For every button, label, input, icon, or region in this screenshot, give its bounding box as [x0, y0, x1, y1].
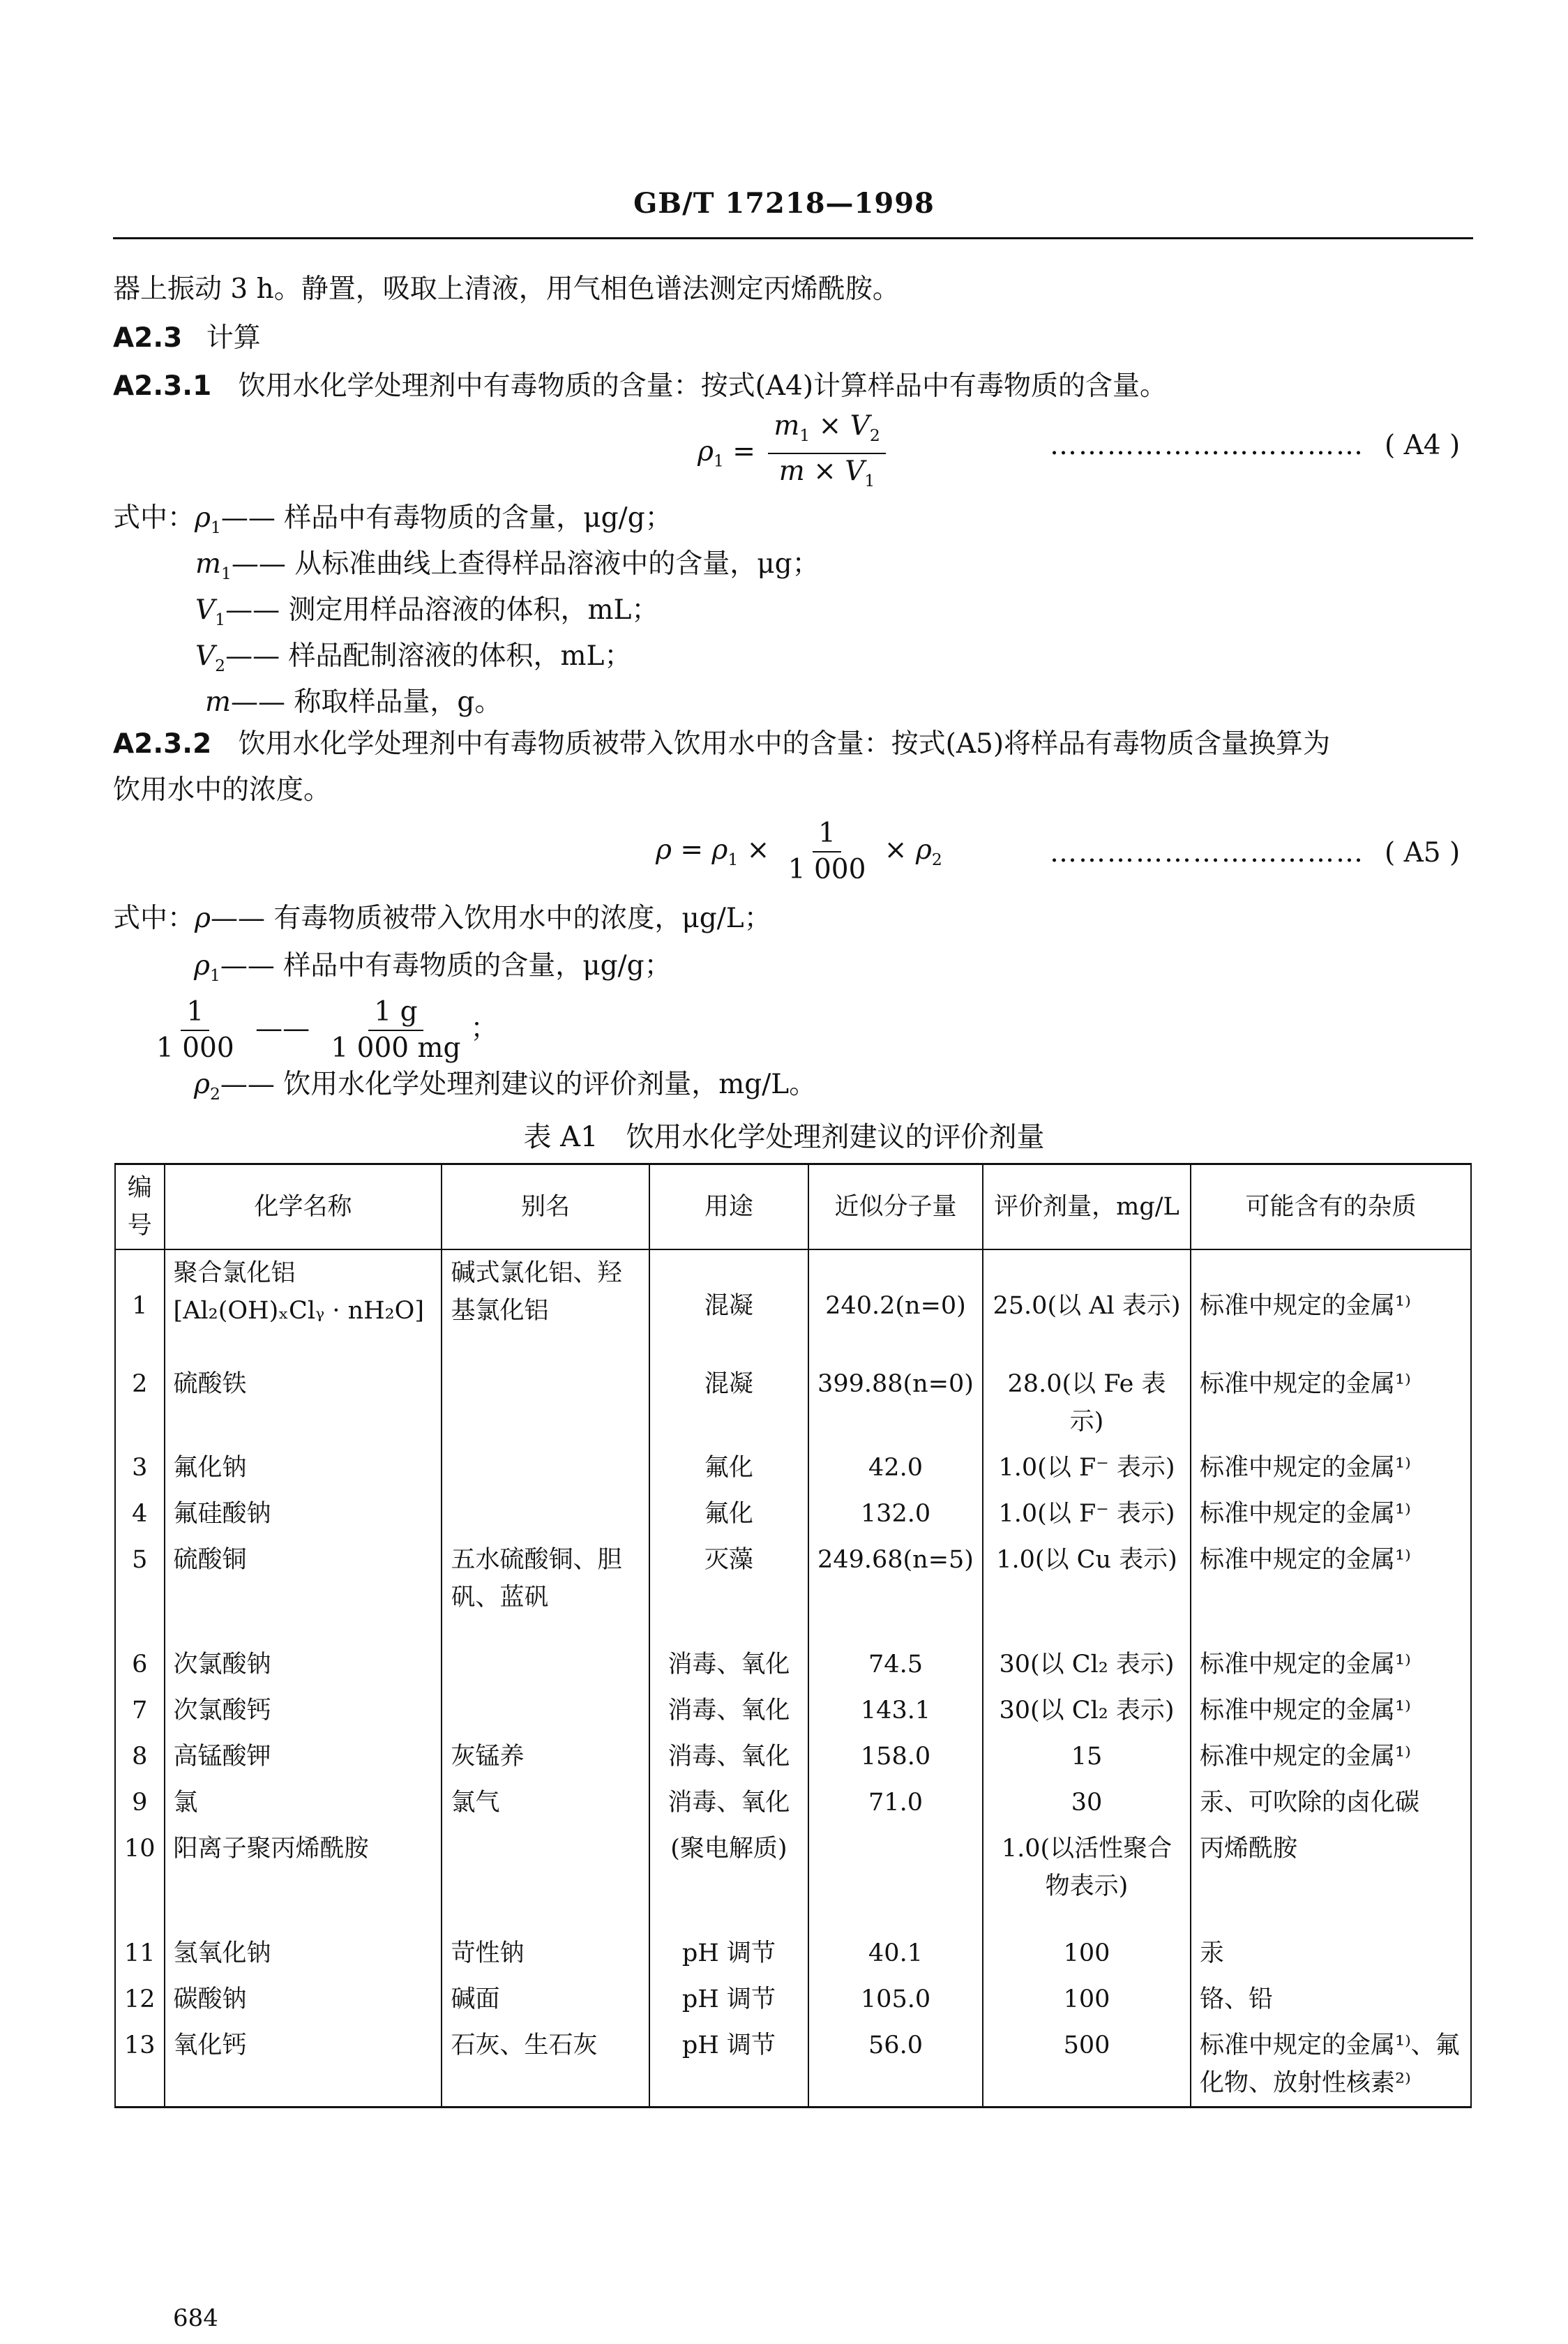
cell-mw: 74.5: [808, 1641, 983, 1688]
cell-no: 3: [115, 1445, 165, 1491]
col-header: 可能含有的杂质: [1191, 1164, 1471, 1250]
table-row: [115, 1826, 1471, 1930]
cell-no: 4: [115, 1491, 165, 1537]
table-row: [115, 2022, 1471, 2108]
cell-dose: 30: [983, 1780, 1191, 1826]
cell-dose: 100: [983, 1976, 1191, 2022]
col-header: 编号: [115, 1164, 165, 1250]
table-row: [115, 1361, 1471, 1445]
cell-impurity: 标准中规定的金属¹⁾: [1191, 1491, 1471, 1537]
table-header-row: [115, 1164, 1471, 1250]
cell-no: 6: [115, 1641, 165, 1688]
cell-alias: 五水硫酸铜、胆矾、蓝矾: [442, 1537, 649, 1641]
paragraph-continuation: 器上振动 3 h。静置，吸取上清液，用气相色谱法测定丙烯酰胺。: [113, 273, 900, 305]
cell-no: 10: [115, 1826, 165, 1930]
col-header: 评价剂量，mg/L: [983, 1164, 1191, 1250]
cell-name: 硫酸铁: [165, 1361, 442, 1445]
cell-impurity: 标准中规定的金属¹⁾: [1191, 1688, 1471, 1734]
cell-impurity: 铬、铅: [1191, 1976, 1471, 2022]
cell-impurity: 标准中规定的金属¹⁾、氟化物、放射性核素²⁾: [1191, 2022, 1471, 2108]
table-row: [115, 1734, 1471, 1780]
table-row: [115, 1930, 1471, 1976]
cell-alias: [442, 1688, 649, 1734]
cell-dose: 28.0(以 Fe 表示): [983, 1361, 1191, 1445]
header-rule: [113, 237, 1473, 239]
cell-use: 灭藻: [649, 1537, 808, 1641]
evaluation-dose-table: [114, 1163, 1472, 2108]
cell-mw: 143.1: [808, 1688, 983, 1734]
cell-use: 氟化: [649, 1491, 808, 1537]
cell-name: 硫酸铜: [165, 1537, 442, 1641]
cell-mw: 71.0: [808, 1780, 983, 1826]
cell-dose: 100: [983, 1930, 1191, 1976]
col-header: 化学名称: [165, 1164, 442, 1250]
cell-name: 氯: [165, 1780, 442, 1826]
section-a2-3: [113, 320, 261, 357]
table-row: [115, 1688, 1471, 1734]
cell-alias: [442, 1491, 649, 1537]
cell-mw: 56.0: [808, 2022, 983, 2108]
table-row: [115, 1780, 1471, 1826]
cell-no: 1: [115, 1249, 165, 1361]
cell-impurity: 标准中规定的金属¹⁾: [1191, 1641, 1471, 1688]
cell-name: 氟硅酸钠: [165, 1491, 442, 1537]
cell-impurity: 标准中规定的金属¹⁾: [1191, 1361, 1471, 1445]
cell-no: 9: [115, 1780, 165, 1826]
cell-dose: 30(以 Cl₂ 表示): [983, 1641, 1191, 1688]
cell-no: 13: [115, 2022, 165, 2108]
cell-mw: 42.0: [808, 1445, 983, 1491]
cell-alias: 氯气: [442, 1780, 649, 1826]
formula-a5: $\rho = \rho_1$ × $\frac{1}{1 000}$ × $\rho_2$: [656, 818, 942, 885]
formula-a5-label: ( A5 ): [1385, 837, 1461, 869]
cell-mw: 158.0: [808, 1734, 983, 1780]
cell-name: 次氯酸钙: [165, 1688, 442, 1734]
var-def: —— 样品中有毒物质的含量，μg/g；: [220, 502, 672, 534]
cell-mw: 40.1: [808, 1930, 983, 1976]
cell-dose: 30(以 Cl₂ 表示): [983, 1688, 1191, 1734]
var-rho1: $\rho_1——$ 样品中有毒物质的含量，μg/g；: [194, 950, 672, 985]
table-row: [115, 1537, 1471, 1641]
where-a4: 式中：$\rho_1——$ 样品中有毒物质的含量，μg/g；: [113, 502, 672, 537]
cell-mw: 249.68(n=5): [808, 1537, 983, 1641]
cell-impurity: 标准中规定的金属¹⁾: [1191, 1537, 1471, 1641]
cell-mw: [808, 1826, 983, 1930]
cell-use: (聚电解质): [649, 1826, 808, 1930]
cell-dose: 1.0(以活性聚合物表示): [983, 1826, 1191, 1930]
section-a2-3-2-continuation: 饮用水中的浓度。: [113, 774, 331, 806]
cell-dose: 500: [983, 2022, 1191, 2108]
cell-name: 聚合氯化铝 [Al₂(OH)ₓClᵧ · nH₂O]: [165, 1249, 442, 1361]
cell-mw: 105.0: [808, 1976, 983, 2022]
cell-use: 混凝: [649, 1249, 808, 1361]
where-a5: 式中：ρ—— 有毒物质被带入饮用水中的浓度，μg/L；: [113, 903, 771, 934]
cell-name: 氢氧化钠: [165, 1930, 442, 1976]
cell-dose: 25.0(以 Al 表示): [983, 1249, 1191, 1361]
formula-a4: $\rho_1$ = $\frac{m_1 \times V_2}{m \times V_1}$: [698, 410, 890, 497]
page-number: 684: [173, 2304, 218, 2332]
cell-use: pH 调节: [649, 1930, 808, 1976]
cell-alias: [442, 1641, 649, 1688]
var-v2: $V_2——$ 样品配制溶液的体积，mL；: [195, 640, 632, 675]
cell-no: 8: [115, 1734, 165, 1780]
col-header: 用途: [649, 1164, 808, 1250]
table-row: [115, 1491, 1471, 1537]
cell-name: 氧化钙: [165, 2022, 442, 2108]
cell-no: 5: [115, 1537, 165, 1641]
cell-dose: 15: [983, 1734, 1191, 1780]
formula-a5-leader: ……………………………: [1050, 837, 1364, 869]
cell-impurity: 标准中规定的金属¹⁾: [1191, 1249, 1471, 1361]
cell-mw: 240.2(n=0): [808, 1249, 983, 1361]
section-number: A2.3.2: [113, 728, 212, 760]
cell-no: 11: [115, 1930, 165, 1976]
cell-impurity: 标准中规定的金属¹⁾: [1191, 1734, 1471, 1780]
cell-no: 7: [115, 1688, 165, 1734]
cell-use: 消毒、氧化: [649, 1734, 808, 1780]
cell-use: 混凝: [649, 1361, 808, 1445]
cell-alias: 碱面: [442, 1976, 649, 2022]
cell-no: 12: [115, 1976, 165, 2022]
cell-use: pH 调节: [649, 2022, 808, 2108]
cell-alias: [442, 1361, 649, 1445]
cell-alias: [442, 1826, 649, 1930]
section-title: 计算: [206, 322, 261, 354]
cell-use: 消毒、氧化: [649, 1780, 808, 1826]
table-row: [115, 1445, 1471, 1491]
cell-use: 消毒、氧化: [649, 1688, 808, 1734]
cell-impurity: 汞: [1191, 1930, 1471, 1976]
cell-dose: 1.0(以 F⁻ 表示): [983, 1445, 1191, 1491]
cell-name: 氟化钠: [165, 1445, 442, 1491]
cell-dose: 1.0(以 F⁻ 表示): [983, 1491, 1191, 1537]
formula-a4-leader: ……………………………: [1050, 430, 1364, 461]
unit-conversion: $\frac{1}{1 000}$ —— $\frac{1 g}{1 000 mg}$ ；: [156, 996, 498, 1064]
var-m1: $m_1——$ 从标准曲线上查得样品溶液中的含量，μg；: [195, 548, 820, 583]
cell-use: 消毒、氧化: [649, 1641, 808, 1688]
table-row: [115, 1641, 1471, 1688]
cell-mw: 399.88(n=0): [808, 1361, 983, 1445]
cell-alias: 碱式氯化铝、羟基氯化铝: [442, 1249, 649, 1361]
cell-alias: 灰锰养: [442, 1734, 649, 1780]
cell-dose: 1.0(以 Cu 表示): [983, 1537, 1191, 1641]
cell-alias: 苛性钠: [442, 1930, 649, 1976]
section-a2-3-1: [113, 368, 1167, 405]
section-text: 饮用水化学处理剂中有毒物质的含量：按式(A4)计算样品中有毒物质的含量。: [238, 370, 1168, 402]
table-row: [115, 1249, 1471, 1361]
col-header: 近似分子量: [808, 1164, 983, 1250]
cell-name: 碳酸钠: [165, 1976, 442, 2022]
table-caption: 表 A1 饮用水化学处理剂建议的评价剂量: [523, 1121, 1045, 1153]
cell-use: pH 调节: [649, 1976, 808, 2022]
cell-mw: 132.0: [808, 1491, 983, 1537]
section-number: A2.3: [113, 322, 183, 354]
var-m: m—— 称取样品量，g。: [205, 686, 502, 718]
var-v1: $V_1——$ 测定用样品溶液的体积，mL；: [195, 594, 659, 629]
cell-no: 2: [115, 1361, 165, 1445]
var-rho2: $\rho_2——$ 饮用水化学处理剂建议的评价剂量，mg/L。: [194, 1069, 817, 1104]
formula-a4-label: ( A4 ): [1385, 430, 1461, 461]
table-row: [115, 1976, 1471, 2022]
section-text: 饮用水化学处理剂中有毒物质被带入饮用水中的含量：按式(A5)将样品有毒物质含量换算为: [238, 728, 1331, 760]
cell-alias: [442, 1445, 649, 1491]
cell-name: 阳离子聚丙烯酰胺: [165, 1826, 442, 1930]
cell-impurity: 汞、可吹除的卤化碳: [1191, 1780, 1471, 1826]
cell-impurity: 丙烯酰胺: [1191, 1826, 1471, 1930]
cell-alias: 石灰、生石灰: [442, 2022, 649, 2108]
cell-use: 氟化: [649, 1445, 808, 1491]
cell-impurity: 标准中规定的金属¹⁾: [1191, 1445, 1471, 1491]
cell-name: 高锰酸钾: [165, 1734, 442, 1780]
cell-name: 次氯酸钠: [165, 1641, 442, 1688]
col-header: 别名: [442, 1164, 649, 1250]
running-header: GB/T 17218—1998: [633, 187, 935, 220]
section-a2-3-2: [113, 726, 1330, 763]
section-number: A2.3.1: [113, 370, 212, 402]
